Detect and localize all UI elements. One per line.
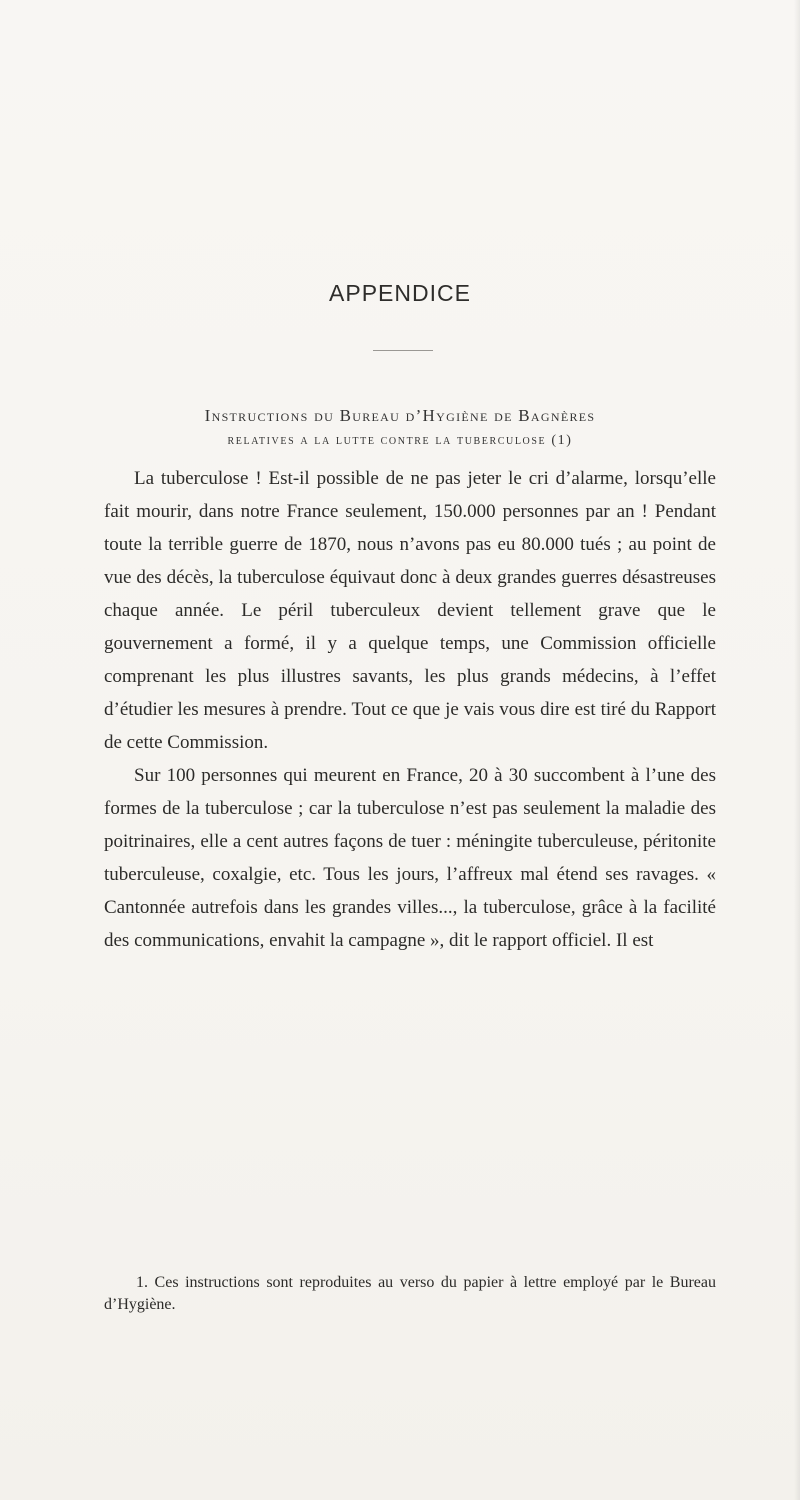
footnote: 1. Ces instructions sont reproduites au verso du papier à lettre employé par le Bureau d’Hygiène. [104, 1274, 716, 1313]
body-text [104, 462, 716, 957]
title-divider [373, 350, 433, 351]
section-heading-line1: Instructions du Bureau d’Hygiène de Bagnères [204, 406, 596, 425]
paragraph-1: La tuberculose ! Est-il possible de ne pas jeter le cri d’alarme, lorsqu’elle fait mourir, dans notre France seulement, 150.000 personnes par an ! Pendant toute la terrible guerre de 1870, nous n’avons pas eu 80.000 tués ; au point de vue des décès, la tuberculose équivaut donc à deux grandes guerres désastreuses chaque année. Le péril tuberculeux devient tellement grave que le gouvernement a formé, il y a quelque temps, une Commission officielle comprenant les plus illustres savants, les plus grands médecins, à l’effet d’étudier les mesures à prendre. Tout ce que je vais vous dire est tiré du Rapport de cette Commission. [104, 468, 716, 753]
appendix-title: APPENDICE [329, 280, 471, 306]
section-heading-line2: relatives a la lutte contre la tuberculose (1) [227, 433, 573, 448]
page-edge-shadow [794, 0, 800, 1500]
paragraph-2: Sur 100 personnes qui meurent en France, 20 à 30 succombent à l’une des formes de la tuberculose ; car la tuberculose n’est pas seulement la maladie des poitrinaires, elle a cent autres façons de tuer : méningite tuberculeuse, péritonite tuberculeuse, coxalgie, etc. Tous les jours, l’affreux mal étend ses ravages. « Cantonnée autrefois dans les grandes villes..., la tuberculose, grâce à la facilité des communications, envahit la campagne », dit le rapport officiel. Il est [104, 765, 716, 951]
footnote-divider [104, 1265, 716, 1266]
